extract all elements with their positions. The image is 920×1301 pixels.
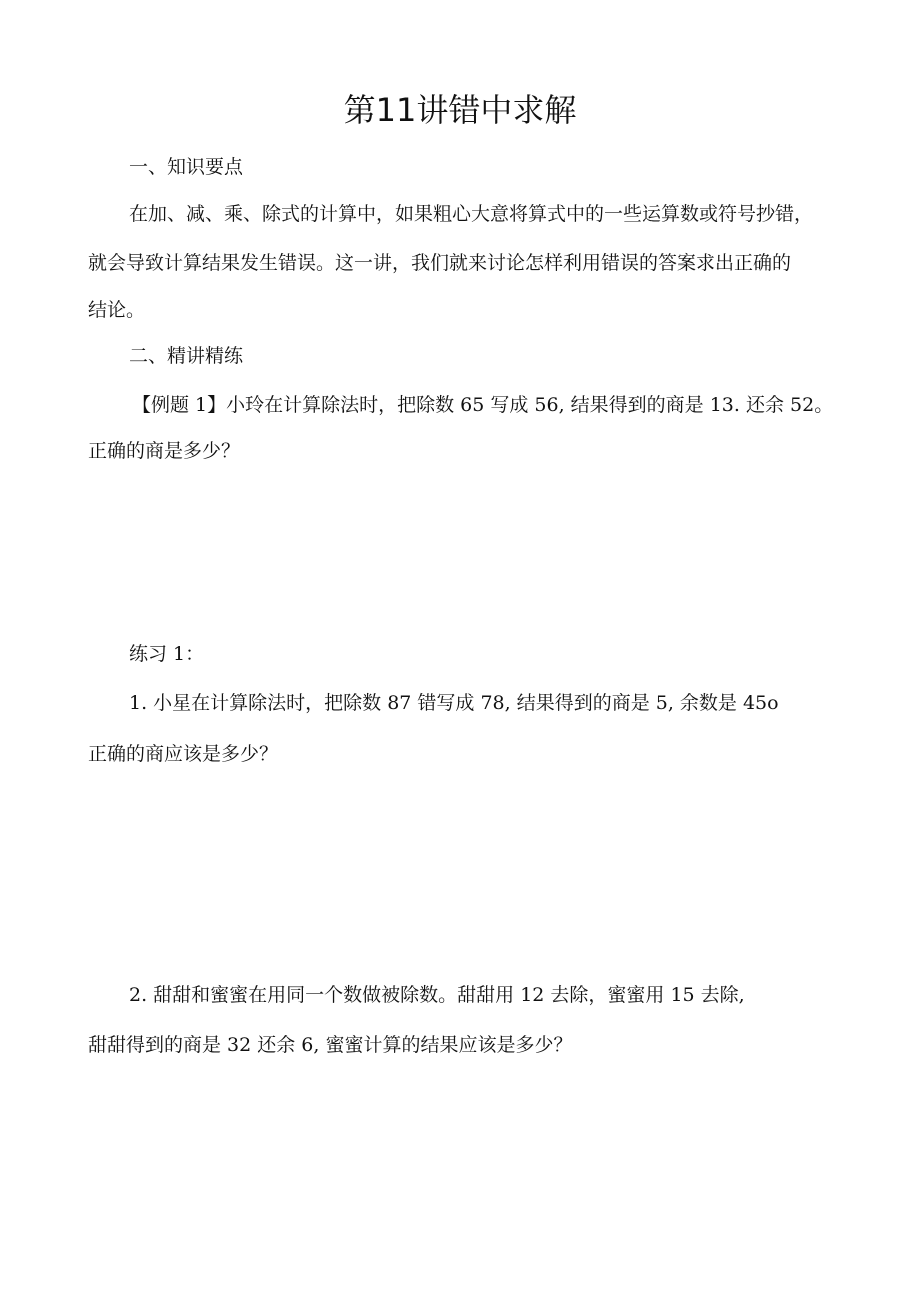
question-1-line-1: 1. 小星在计算除法时，把除数 87 错写成 78, 结果得到的商是 5, 余数是 45o bbox=[129, 692, 779, 714]
intro-paragraph-line-3: 结论。 bbox=[88, 299, 146, 321]
section-heading-practice: 二、精讲精练 bbox=[129, 345, 244, 367]
section-heading-knowledge: 一、知识要点 bbox=[129, 156, 244, 178]
page-title: 第11讲错中求解 bbox=[343, 91, 577, 129]
intro-paragraph-line-2: 就会导致计算结果发生错误。这一讲，我们就来讨论怎样利用错误的答案求出正确的 bbox=[88, 252, 792, 274]
intro-paragraph-line-1: 在加、减、乘、除式的计算中，如果粗心大意将算式中的一些运算数或符号抄错， bbox=[129, 203, 814, 225]
question-2-line-1: 2. 甜甜和蜜蜜在用同一个数做被除数。甜甜用 12 去除，蜜蜜用 15 去除, bbox=[129, 984, 745, 1006]
question-1-line-2: 正确的商应该是多少？ bbox=[88, 743, 279, 765]
example-1-line-1: 【例题 1】小玲在计算除法时，把除数 65 写成 56, 结果得到的商是 13. 还余 52。 bbox=[132, 394, 834, 416]
example-1-line-2: 正确的商是多少？ bbox=[88, 440, 241, 462]
practice-1-heading: 练习 1： bbox=[129, 643, 205, 665]
question-2-line-2: 甜甜得到的商是 32 还余 6, 蜜蜜计算的结果应该是多少？ bbox=[88, 1034, 573, 1056]
